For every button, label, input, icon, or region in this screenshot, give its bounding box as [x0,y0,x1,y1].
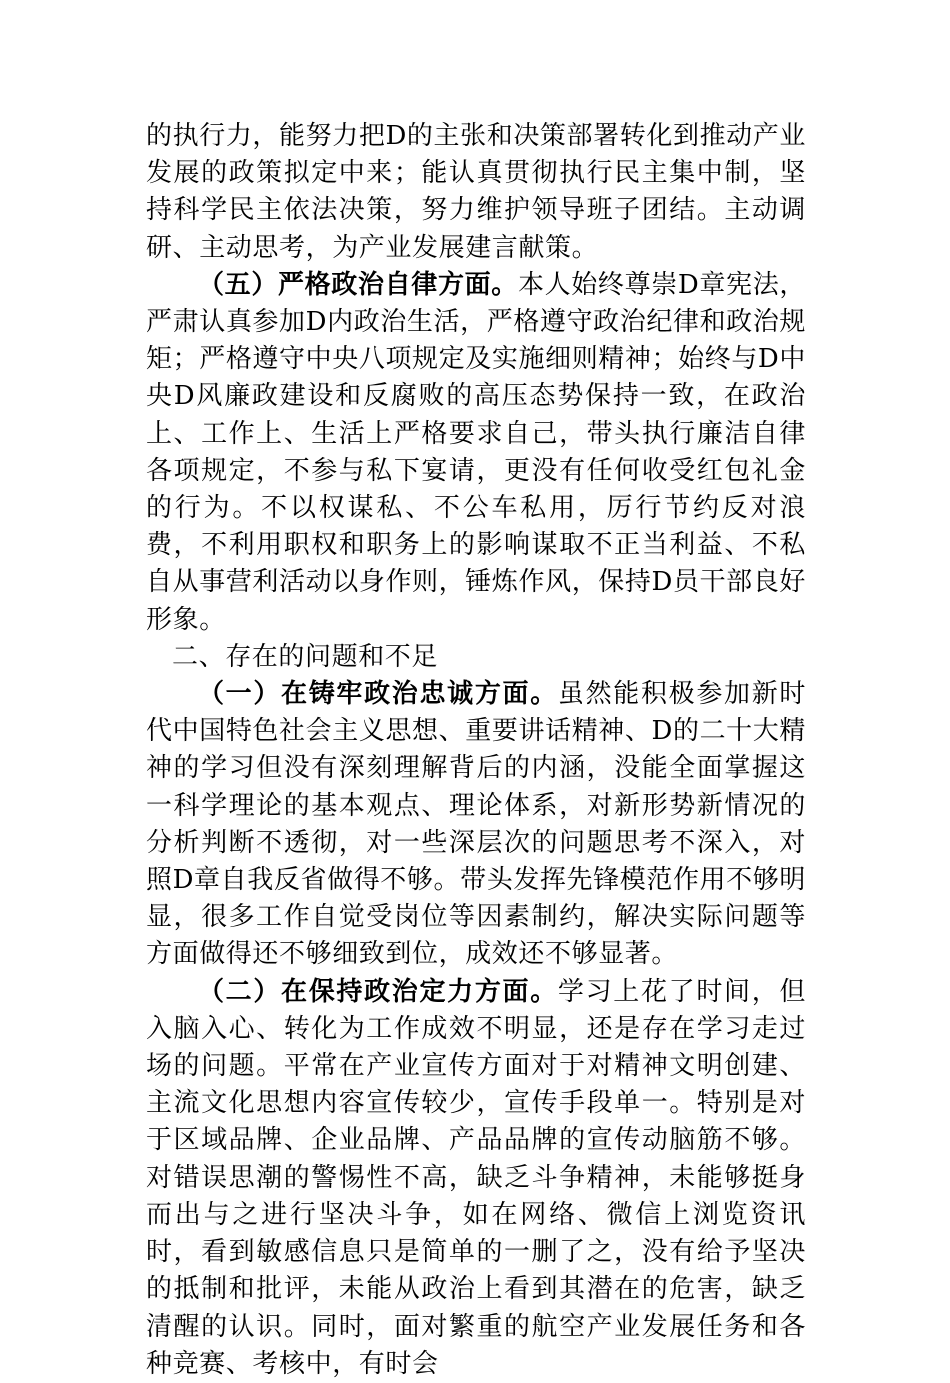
paragraph-political-resolve [146,974,806,1383]
paragraph-continuation [146,118,806,267]
paragraph-text: 学习上花了时间，但入脑入心、转化为工作成效不明显，还是存在学习走过场的问题。平常在产业宣传方面对于对精神文明创建、主流文化思想内容宣传较少，宣传手段单一。特别是对于区域品牌、企业品牌、产品品牌的宣传动脑筋不够。对错误思潮的警惕性不高，缺乏斗争精神，未能够挺身而出与之进行坚决斗争，如在网络、微信上浏览资讯时，看到敏感信息只是简单的一删了之，没有给予坚决的抵制和批评，未能从政治上看到其潜在的危害，缺乏清醒的认识。同时，面对繁重的航空产业发展任务和各种竞赛、考核中，有时会 [146,976,806,1379]
paragraph-text: 本人始终尊崇D章宪法，严肃认真参加D内政治生活，严格遵守政治纪律和政治规矩；严格遵守中央八项规定及实施细则精神；始终与D中央D风廉政建设和反腐败的高压态势保持一致，在政治上、工作上、生活上严格要求自己，带头执行廉洁自律各项规定，不参与私下宴请，更没有任何收受红包礼金的行为。不以权谋私、不公车私用，厉行节约反对浪费，不利用职权和职务上的影响谋取不正当利益、不私自从事营利活动以身作则，锤炼作风，保持D员干部良好形象。 [146,269,806,635]
paragraph-text: 虽然能积极参加新时代中国特色社会主义思想、重要讲话精神、D的二十大精神的学习但没有深刻理解背后的内涵，没能全面掌握这一科学理论的基本观点、理论体系，对新形势新情况的分析判断不透彻，对一些深层次的问题思考不深入，对照D章自我反省做得不够。带头发挥先锋模范作用不够明显，很多工作自觉受岗位等因素制约，解决实际问题等方面做得还不够细致到位，成效还不够显著。 [146,679,806,970]
paragraph-political-self-discipline [146,267,806,639]
paragraph-text: 的执行力，能努力把D的主张和决策部署转化到推动产业发展的政策拟定中来；能认真贯彻执行民主集中制，坚持科学民主依法决策，努力维护领导班子团结。主动调研、主动思考，为产业发展建言献策。 [146,121,806,263]
paragraph-lead-heading: （一）在铸牢政治忠诚方面。 [198,679,558,710]
paragraph-lead-heading: （二）在保持政治定力方面。 [198,976,558,1007]
section-heading: 二、存在的问题和不足 [172,641,439,672]
document-page [146,118,806,1383]
paragraph-political-loyalty [146,676,806,974]
paragraph-lead-heading: （五）严格政治自律方面。 [198,269,518,300]
